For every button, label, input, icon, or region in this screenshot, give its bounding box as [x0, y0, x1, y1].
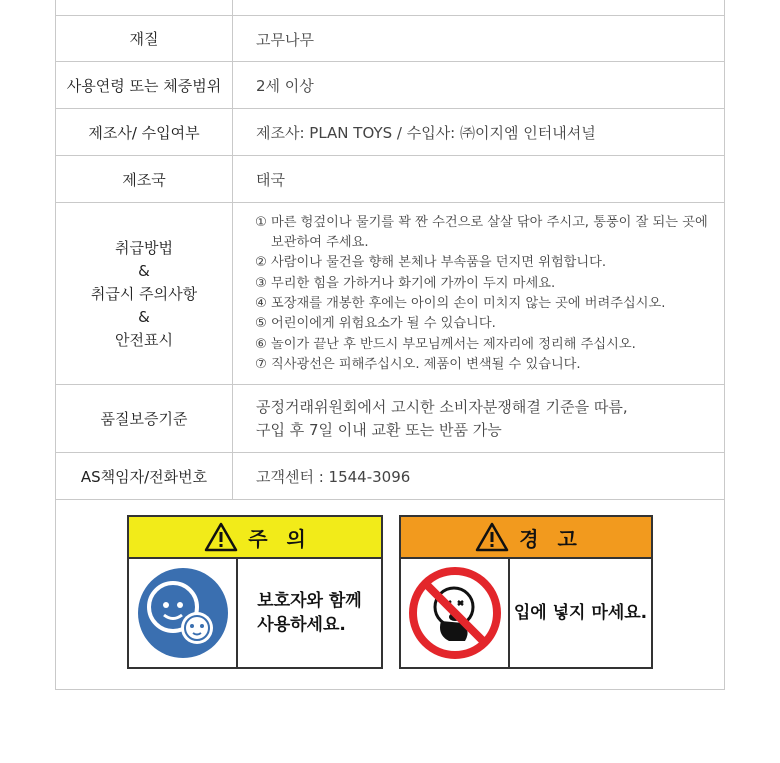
table-row-guarantee: [56, 384, 724, 453]
caution-sign-title: 주 의: [248, 526, 306, 551]
table-row-manufacturer: [56, 108, 724, 156]
table-row-as: [56, 452, 724, 500]
warning-sign-body: [401, 559, 651, 667]
list-item: ⑦ 직사광선은 피해주십시오. 제품이 변색될 수 있습니다.: [255, 356, 581, 372]
caution-sign: [127, 515, 383, 669]
caution-sign-header: [129, 517, 381, 559]
handling-label-line: 취급시 주의사항: [90, 284, 198, 303]
row-label: [56, 0, 233, 15]
caution-sign-body: [129, 559, 381, 667]
no-mouthing-icon: [407, 565, 503, 661]
row-label: 제조국: [56, 156, 233, 203]
row-value: 태국: [256, 171, 285, 189]
warning-text-line: 입에 넣지 마세요.: [513, 603, 648, 623]
list-item: ⑤ 어린이에게 위험요소가 될 수 있습니다.: [255, 316, 496, 332]
handling-instructions-list: [255, 213, 708, 375]
row-label: AS책임자/전화번호: [56, 453, 233, 500]
handling-label-line: &: [138, 307, 150, 326]
row-label: 제조사/ 수입여부: [56, 109, 233, 156]
warning-sign-title: 경 고: [519, 526, 577, 551]
row-value: 제조사: PLAN TOYS / 수입사: ㈜이지엠 인터내셔널: [256, 124, 596, 142]
warning-icon-cell: [401, 559, 510, 667]
caution-sign-text: [238, 559, 381, 667]
list-item: ⑥ 놀이가 끝난 후 반드시 부모님께서는 제자리에 정리해 주십시오.: [255, 336, 636, 352]
row-label: 품질보증기준: [56, 385, 233, 453]
warning-sign: [399, 515, 653, 669]
handling-label-line: 취급방법: [115, 238, 173, 257]
warning-sign-text: [510, 559, 651, 667]
warning-sign-header: [401, 517, 651, 559]
row-value: 고무나무: [256, 30, 314, 49]
row-value: [233, 203, 724, 385]
guarantee-line: 공정거래위원회에서 고시한 소비자분쟁해결 기준을 따름,: [256, 398, 628, 416]
list-item: ① 마른 헝겊이나 물기를 꽉 짠 수건으로 살살 닦아 주시고, 통풍이 잘 되는 곳에: [255, 214, 708, 230]
guarantee-line: 구입 후 7일 이내 교환 또는 반품 가능: [256, 421, 502, 439]
warning-triangle-icon: [475, 522, 509, 552]
row-value: [233, 0, 724, 15]
table-row-country: [56, 155, 724, 203]
handling-label-line: 안전표시: [115, 330, 173, 349]
table-row-handling: [56, 202, 724, 385]
row-label: 사용연령 또는 체중범위: [56, 62, 233, 109]
list-item: ④ 포장재를 개봉한 후에는 아이의 손이 미치지 않는 곳에 버려주십시오.: [255, 296, 666, 311]
table-row-partial: [56, 0, 724, 15]
handling-label-line: &: [138, 261, 150, 280]
row-value: [233, 385, 724, 453]
baby-with-parent-icon: [135, 565, 231, 661]
list-item: ② 사람이나 물건을 향해 본체나 부속품을 던지면 위험합니다.: [255, 255, 607, 271]
list-item: 보관하여 주세요.: [271, 235, 369, 251]
caution-text-line: 보호자와 함께: [257, 591, 362, 611]
row-label: [56, 203, 233, 385]
caution-icon-cell: [129, 559, 238, 667]
list-item: ③ 무리한 힘을 가하거나 화기에 가까이 두지 마세요.: [255, 275, 556, 291]
row-value: 고객센터 : 1544-3096: [256, 468, 411, 486]
table-row-age: [56, 61, 724, 109]
caution-text-line: 사용하세요.: [257, 615, 346, 635]
row-label: 재질: [56, 16, 233, 62]
row-value: 2세 이상: [256, 77, 314, 95]
table-row-material: [56, 15, 724, 62]
warning-triangle-icon: [204, 522, 238, 552]
